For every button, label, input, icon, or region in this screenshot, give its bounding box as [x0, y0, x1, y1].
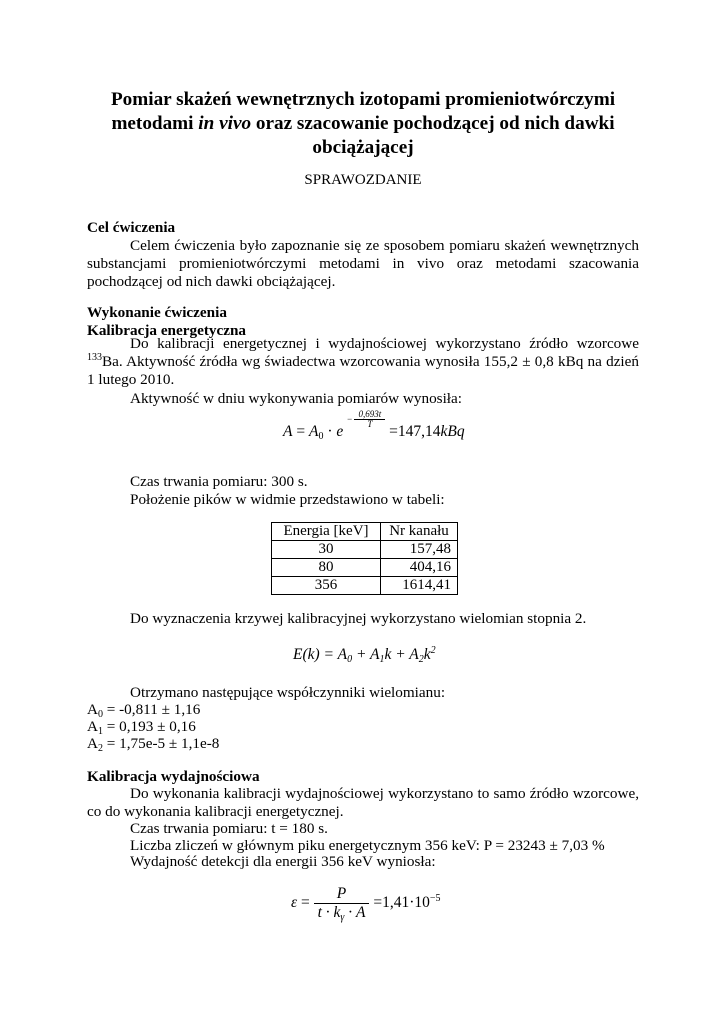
title-line-2	[87, 112, 639, 136]
document-subtitle: SPRAWOZDANIE	[304, 172, 422, 188]
measurement-time: Czas trwania pomiaru: 300 s.	[130, 473, 308, 490]
title-part-in-vivo: in vivo	[198, 113, 252, 134]
subsection-heading-kalibracja-energetyczna: Kalibracja energetyczna	[87, 322, 246, 339]
table-cell: 404,16	[381, 559, 458, 577]
table-cell: 30	[272, 541, 381, 559]
title-part-a: metodami	[111, 113, 194, 134]
activity-intro: Aktywność w dniu wykonywania pomiarów wynosiła:	[130, 390, 462, 407]
table-intro: Położenie pików w widmie przedstawiono w tabeli:	[130, 491, 445, 508]
coefficient-a0: $A_0 = -0,811 \pm 1,16$	[87, 701, 201, 720]
table-cell: 80	[272, 559, 381, 577]
efficiency-formula: ε = $\frac{P}{t \cdot k_\gamma \cdot A}$ $=1,41\cdot 10^{-5}$	[291, 885, 441, 923]
document-title	[87, 88, 639, 160]
activity-formula: $A = A_0 \cdot e$ − $\frac{0,693t}{T}$ =147,14kBq	[283, 409, 465, 442]
efficiency-counts: Liczba zliczeń w głównym piku energetycznym 356 keV: P = 23243 ± 7,03 %	[130, 837, 605, 854]
coefficients-intro: Otrzymano następujące współczynniki wielomianu:	[130, 684, 446, 701]
table-cell: 157,48	[381, 541, 458, 559]
table-header-channel: Nr kanału	[381, 523, 458, 541]
cel-paragraph: Celem ćwiczenia było zapoznanie się ze sposobem pomiaru skażeń wewnętrznych substancjami promieniotwórczymi metodami in vivo oraz metodami szacowania pochodzącej od nich dawki obciążającej.	[87, 237, 639, 290]
polynomial-formula-text: $E(k) = A_0 + A_1k + A_2k^2$	[293, 645, 436, 665]
table-row	[272, 559, 458, 577]
coefficient-a1: $A_1 = 0,193 \pm 0,16$	[87, 718, 196, 737]
section-heading-cel: Cel ćwiczenia	[87, 219, 176, 236]
table-header-energy: Energia [keV]	[272, 523, 381, 541]
title-part-b: oraz szacowanie pochodzącej od nich dawki	[255, 113, 615, 134]
table-row	[272, 577, 458, 595]
table-cell: 356	[272, 577, 381, 595]
kalibracja-paragraph-1: Do kalibracji energetycznej i wydajnościowej wykorzystano źródło wzorcowe $^{133}$Ba. Aktywność źródła wg świadectwa wzorcowania wynosiła 155,2 ± 0,8 kBq na dzień 1 lutego 2010.	[87, 335, 639, 388]
efficiency-measurement-time: Czas trwania pomiaru: t = 180 s.	[130, 820, 328, 837]
title-line-3: obciążającej	[312, 137, 414, 158]
coefficient-a2: $A_2 = 1,75e-5 \pm 1,1e-8$	[87, 735, 220, 754]
polynomial-intro: Do wyznaczenia krzywej kalibracyjnej wykorzystano wielomian stopnia 2.	[130, 610, 587, 627]
isotope-mass-number: 133	[87, 351, 102, 363]
efficiency-result-intro: Wydajność detekcji dla energii 356 keV wyniosła:	[130, 853, 436, 870]
exponent: − $\frac{0,693t}{T}$	[347, 410, 385, 429]
title-line-1: Pomiar skażeń wewnętrznych izotopami promieniotwórczymi	[110, 89, 616, 110]
polynomial-formula	[293, 646, 436, 664]
section-heading-wykonanie: Wykonanie ćwiczenia	[87, 304, 227, 321]
subsection-heading-kalibracja-wydajnosciowa: Kalibracja wydajnościowa	[87, 768, 260, 785]
efficiency-paragraph-1: Do wykonania kalibracji wydajnościowej wykorzystano to samo źródło wzorcowe, co do wykonania kalibracji energetycznej.	[87, 785, 639, 820]
table-cell: 1614,41	[381, 577, 458, 595]
table-header-row	[272, 523, 458, 541]
table-row	[272, 541, 458, 559]
peaks-table	[271, 522, 458, 595]
